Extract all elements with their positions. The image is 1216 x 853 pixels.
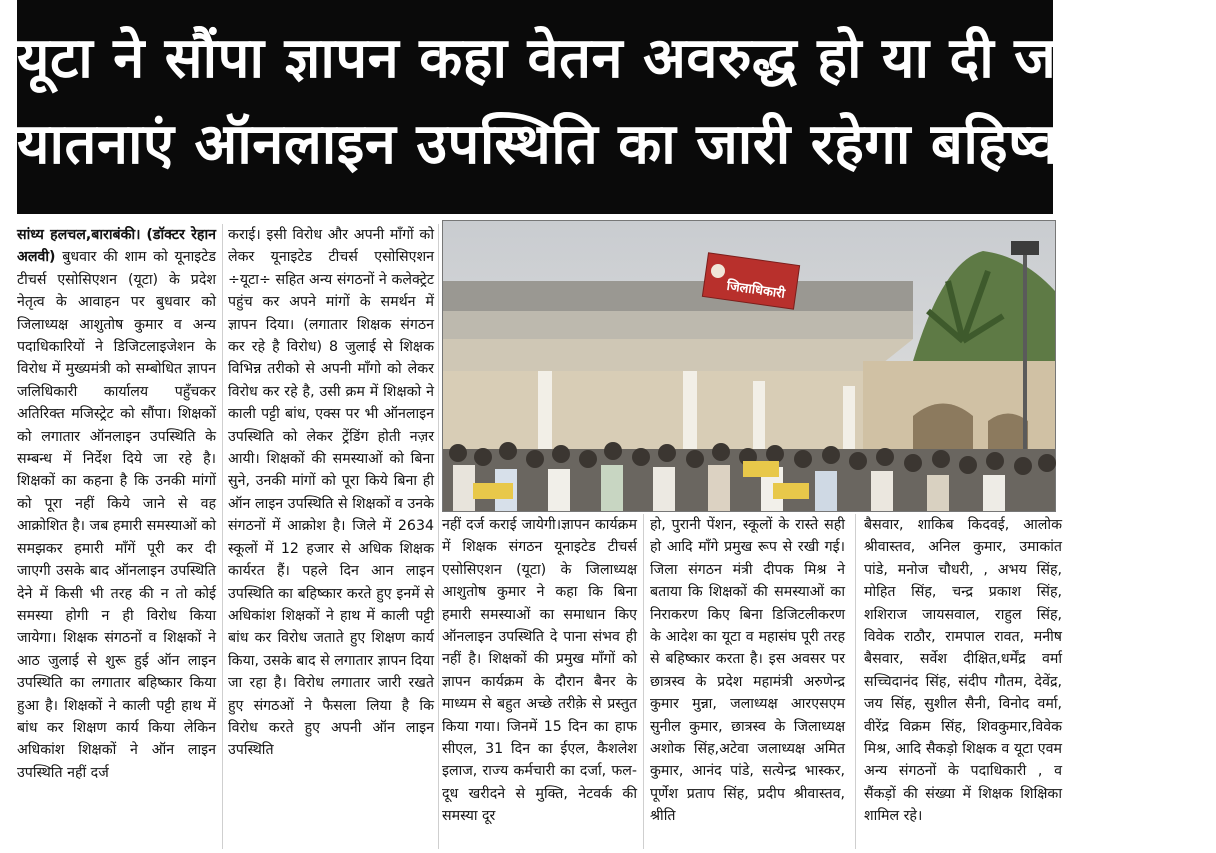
headline-banner (17, 0, 1216, 214)
article-column-3 (442, 514, 637, 849)
article-column-5 (864, 514, 1062, 849)
article-column-1 (17, 224, 216, 849)
office-sign-text: जिलाधिकारी (725, 278, 786, 302)
byline-author: (डॉक्टर रेहान अलवी) (17, 227, 217, 266)
byline-place: सांध्य हलचल,बाराबंकी। (17, 227, 141, 243)
column-divider (855, 514, 856, 849)
column-divider (643, 514, 644, 849)
column-divider (438, 224, 439, 849)
column-3-text: नहीं दर्ज कराई जायेगी।ज्ञापन कार्यक्रम में शिक्षक संगठन यूनाइटेड टीचर्स एसोसिएशन (यूटा) के जिलाध्यक्ष आशुतोष कुमार ने कहा कि बिना हमारी समस्याओं का समाधान किए ऑनलाइन उपस्थिति दे पाना संभव ही नहीं है। शिक्षकों की प्रमुख माँगों को ज्ञापन कार्यक्रम के दौरान बैनर के माध्यम से बहुत अच्छे तरीक़े से प्रस्तुत किया गया। जिनमें 15 दिन का हाफ सीएल, 31 दिन का ईएल, कैशलेश इलाज, राज्य कर्मचारी का दर्जा, फल-दूध खरीदने से मुक्ति, नेटवर्क की समस्या दूर (442, 517, 637, 825)
news-photo (442, 220, 1056, 512)
article-column-2 (228, 224, 434, 849)
column-divider (222, 224, 223, 849)
headline-line-2: यातनाएं ऑनलाइन उपस्थिति का जारी रहेगा बहिष्कार (17, 112, 1109, 177)
article-column-4 (650, 514, 845, 849)
column-4-text: हो, पुरानी पेंशन, स्कूलों के रास्ते सही हो आदि माँगे प्रमुख रूप से रखी गई। जिला संगठन मंत्री दीपक मिश्र ने बताया कि शिक्षकों की समस्याओं का निराकरण किए बिना डिजिटलीकरण के आदेश का यूटा व महासंघ पूरी तरह से बहिष्कार करता है। इस अवसर पर छात्रस्व के प्रदेश महामंत्री अरुणेन्द्र कुमार मुन्ना, जलाध्यक्ष आरएसएम सुनील कुमार, छात्रस्व के जिलाध्यक्ष अशोक सिंह,अटेवा जलाध्यक्ष अमित कुमार, आनंद पांडे, सत्येन्द्र भास्कर, पूर्णेश प्रताप सिंह, प्रदीप श्रीवास्तव, श्रीति (650, 517, 845, 825)
headline-line-1: यूटा ने सौंपा ज्ञापन कहा वेतन अवरुद्ध हो या दी जाए अन्य (17, 26, 1216, 91)
column-5-text: बैसवार, शाकिब किदवई, आलोक श्रीवास्तव, अनिल कुमार, उमाकांत पांडे, मनोज चौधरी, , अभय सिंह, मोहित सिंह, चन्द्र प्रकाश सिंह, शशिराज जायसवाल, राहुल सिंह, विवेक राठौर, रामपाल रावत, मनीष बैसवार, सर्वेश दीक्षित,धर्मेंद्र वर्मा सच्चिदानंद सिंह, संदीप गौतम, देवेंद्र, जय सिंह, सुशील सैनी, विनोद वर्मा, वीरेंद्र विक्रम सिंह, शिवकुमार,विवेक मिश्र, आदि सैकड़ो शिक्षक व यूटा एवम अन्य संगठनों के पदाधिकारी , व सैंकड़ों की संख्या में शिक्षक शिक्षिका शामिल रहे। (864, 517, 1062, 825)
column-1-text: बुधवार की शाम को यूनाइटेड टीचर्स एसोसिएशन (यूटा) के प्रदेश नेतृत्व के आवाहन पर बुधवार को जिलाध्यक्ष आशुतोष कुमार व अन्य पदाधिकारियों ने डिजिटलाइजेशन के विरोध में मुख्यमंत्री को सम्बोधित ज्ञापन जलिधिकारी कार्यालय पहुँचकर अतिरिक्त मजिस्ट्रेट को सौंपा। शिक्षकों को लगातार ऑनलाइन उपस्थिति के सम्बन्ध में निर्देश दिये जा रहे है। शिक्षकों का कहना है कि उनकी मांगों को पूरा नहीं किये जाने से वह आक्रोशित है। जब हमारी समस्याओं को समझकर हमारी माँगें पूरी कर दी जाएगी उसके बाद ऑनलाइन उपस्थिति देने में किसी भी तरह की न तो कोई समस्या होगी न ही विरोध किया जायेगा। शिक्षक संगठनों व शिक्षकों ने आठ जुलाई से शुरू हुई ऑन लाइन उपस्थिति का लगातार बहिष्कार किया हुआ है। शिक्षकों ने काली पट्टी हाथ में बांध कर शिक्षण कार्य किया लेकिन अधिकांश शिक्षकों ने ऑन लाइन उपस्थिति नहीं दर्ज (17, 249, 216, 781)
column-2-text: कराई। इसी विरोध और अपनी माँगों को लेकर यूनाइटेड टीचर्स एसोसिएशन ÷यूटा÷ सहित अन्य संगठनों ने कलेक्ट्रेट पहुंच कर अपने मांगों के समर्थन में ज्ञापन दिया। (लगातार शिक्षक संगठन कर रहे है विरोध) 8 जुलाई से शिक्षक विभिन्न तरीको से अपनी माँगो को लेकर विरोध कर रहे है, उसी क्रम में शिक्षको ने काली पट्टी बांध, एक्स पर भी ऑनलाइन उपस्थिति को लेकर ट्रेंडिंग होती नज़र आयी। शिक्षकों की समस्याओं को बिना सुने, उनकी मांगों को पूरा किये बिना ही ऑन लाइन उपस्थिति से शिक्षकों व उनके संगठनों में आक्रोश है। जिले में 2634 स्कूलों में 12 हजार से अधिक शिक्षक कार्यरत हैं। पहले दिन आन लाइन उपस्थिति का बहिष्कार करते हुए इनमें से अधिकांश शिक्षकों ने हाथ में काली पट्टी बांध कर विरोध जताते हुए शिक्षण कार्य किया, उसके बाद से लगातार ज्ञापन दिया जा रहा है। विरोध लगातार जारी रखते हुए संगठओं ने फैसला लिया है कि विरोध करते हुए अपनी ऑन लाइन उपस्थिति (228, 227, 434, 759)
